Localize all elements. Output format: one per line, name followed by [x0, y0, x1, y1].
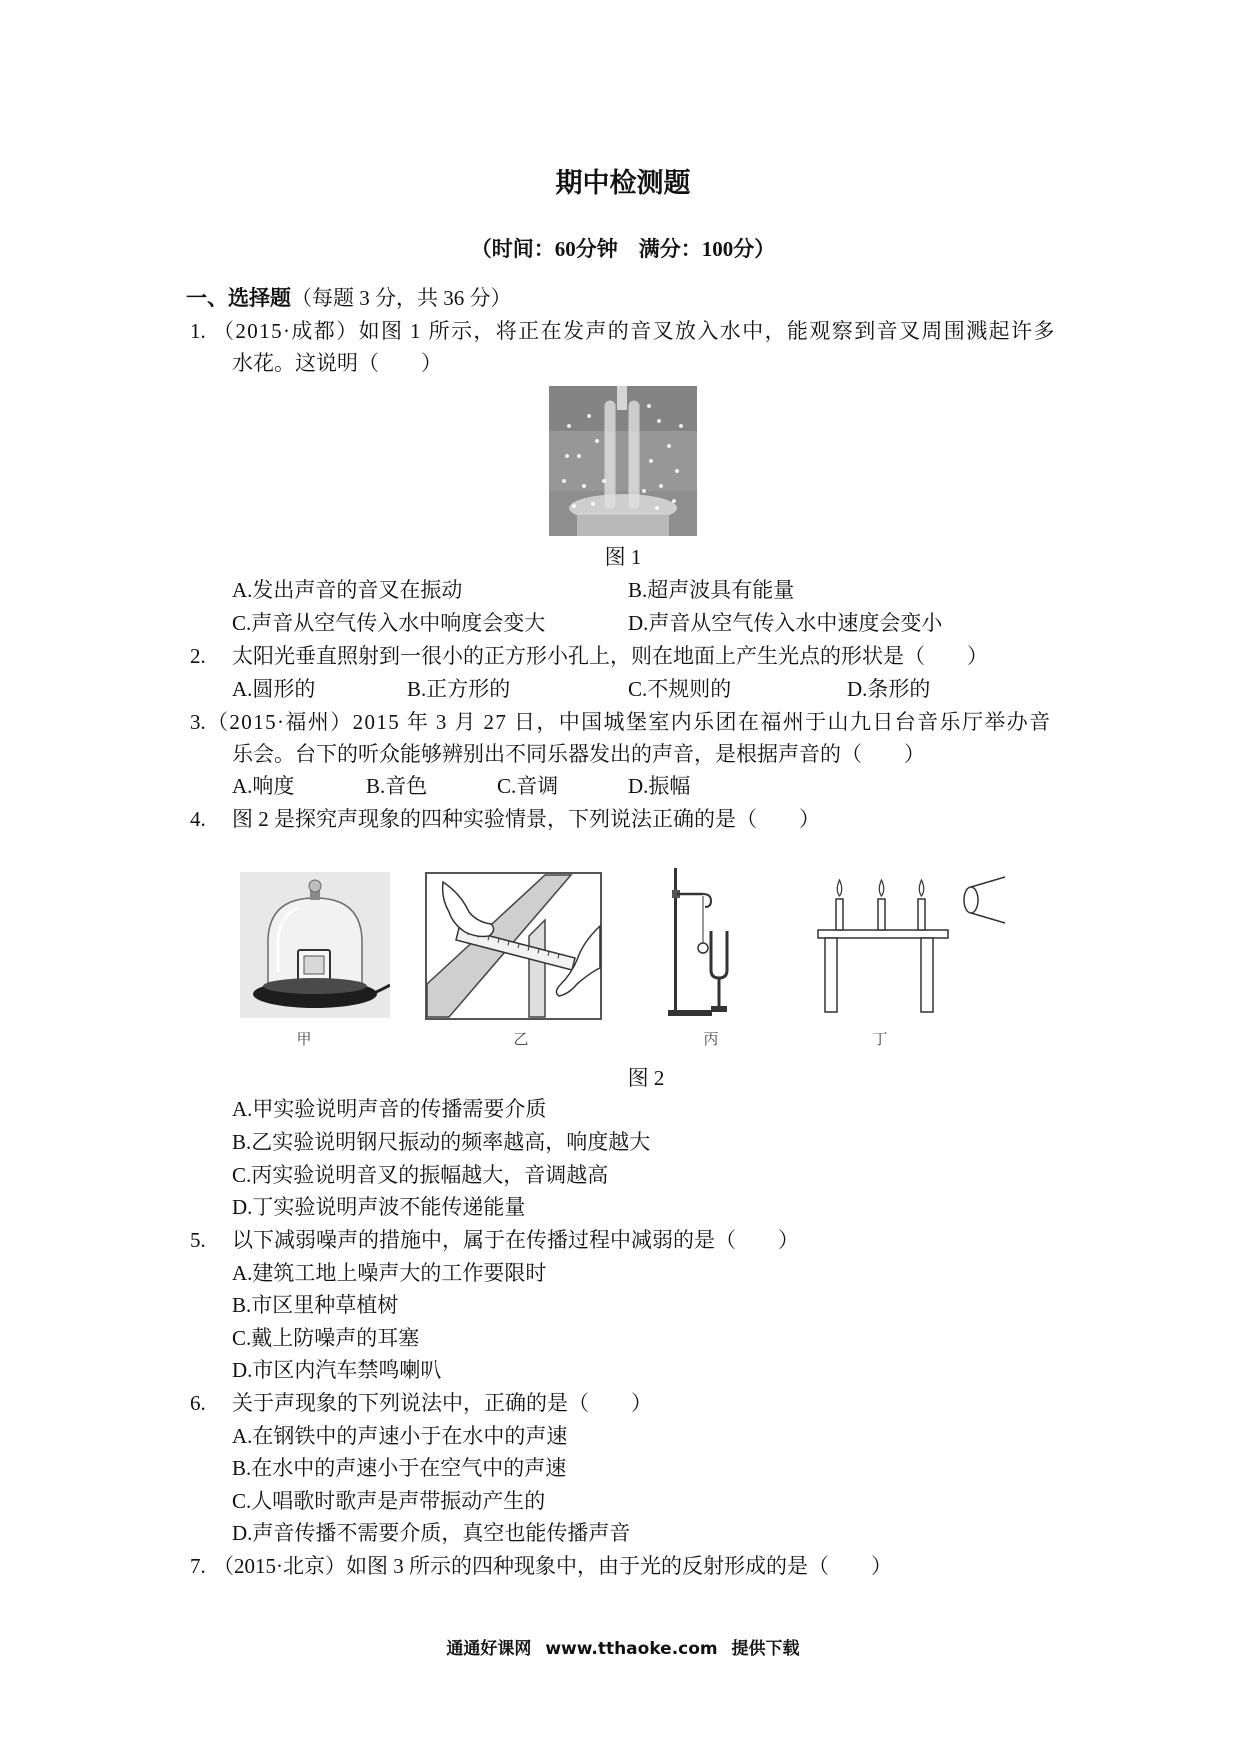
tuning-fork-stem: [617, 386, 627, 410]
question-number: 5.: [190, 1228, 206, 1252]
water-container: [577, 515, 669, 536]
option-b: B.超声波具有能量: [628, 578, 795, 602]
option-c: C.音调: [497, 774, 559, 798]
figure-2c-tuning-fork-and-pendulum: [668, 866, 734, 1018]
figure-2-caption: 图 2: [627, 1066, 665, 1090]
option-c: C.人唱歌时歌声是声带振动产生的: [232, 1489, 546, 1513]
question-text: （2015·成都）如图 1 所示，将正在发声的音叉放入水中，能观察到音叉周围溅起许多: [213, 319, 1056, 343]
option-a: A.在钢铁中的声速小于在水中的声速: [232, 1424, 568, 1448]
option-c: C.不规则的: [628, 677, 732, 701]
candle-flame-2: [879, 880, 884, 896]
question-text: 太阳光垂直照射到一很小的正方形小孔上，则在地面上产生光点的形状是（ ）: [232, 644, 988, 668]
option-d: D.条形的: [847, 677, 931, 701]
question-number: 1.: [190, 319, 206, 343]
option-b: B.乙实验说明钢尺振动的频率越高，响度越大: [232, 1130, 651, 1154]
arm-hook: [703, 894, 711, 907]
question-text: 图 2 是探究声现象的四种实验情景，下列说法正确的是（ ）: [232, 807, 820, 831]
page-footer: 通通好课网 www.tthaoke.com 提供下载: [446, 1639, 800, 1659]
question-number: 7.: [190, 1554, 206, 1578]
option-b: B.正方形的: [407, 677, 511, 701]
speaker-opening: [964, 887, 978, 913]
section-note: （每题 3 分，共 36 分）: [291, 286, 512, 310]
section-heading: [186, 283, 512, 313]
figure-1-tuning-fork-in-water: [549, 386, 697, 536]
figure-2d-candles-and-speaker: [815, 872, 1010, 1014]
option-d: D.丁实验说明声波不能传递能量: [232, 1195, 526, 1219]
option-d: D.振幅: [628, 774, 691, 798]
option-b: B.在水中的声速小于在空气中的声速: [232, 1456, 567, 1480]
option-a: A.甲实验说明声音的传播需要介质: [232, 1097, 547, 1121]
exam-time-and-score: （时间：60分钟 满分：100分）: [470, 237, 776, 261]
vacuum-plate-top: [263, 978, 367, 994]
figure-2d-label: 丁: [872, 1030, 888, 1048]
question-text: 乐会。台下的听众能够辨别出不同乐器发出的声音，是根据声音的（ ）: [232, 742, 925, 766]
option-b: B.音色: [366, 774, 428, 798]
table-top: [818, 930, 948, 938]
candle-1: [836, 899, 843, 930]
figure-2a-bell-jar-photo: [240, 872, 390, 1018]
bell-jar-knob: [309, 880, 321, 892]
question-number: 4.: [190, 807, 206, 831]
option-c: C.声音从空气传入水中响度会变大: [232, 611, 546, 635]
option-c: C.丙实验说明音叉的振幅越大，音调越高: [232, 1163, 609, 1187]
figure-1-caption: 图 1: [604, 545, 642, 569]
stand-rod: [674, 868, 677, 1010]
figure-2c-label: 丙: [703, 1030, 719, 1048]
question-text: 关于声现象的下列说法中，正确的是（ ）: [232, 1391, 652, 1415]
candle-2: [878, 899, 885, 930]
figure-2b-label: 乙: [513, 1030, 529, 1048]
option-b: B.市区里种草植树: [232, 1293, 399, 1317]
option-a: A.建筑工地上噪声大的工作要限时: [232, 1261, 547, 1285]
pendulum-ball: [698, 943, 708, 953]
candle-flame-1: [837, 880, 842, 896]
section-title: 一、选择题: [186, 286, 291, 310]
question-number: 2.: [190, 644, 206, 668]
question-text: 以下减弱噪声的措施中，属于在传播过程中减弱的是（ ）: [232, 1228, 799, 1252]
alarm-clock-face: [304, 956, 324, 974]
table-leg: [529, 920, 545, 1017]
candle-flame-3: [919, 880, 924, 896]
figure-2b-ruler-on-table: [425, 872, 602, 1020]
option-d: D.市区内汽车禁鸣喇叭: [232, 1358, 442, 1382]
question-text: 水花。这说明（ ）: [232, 351, 442, 375]
candle-3: [918, 899, 925, 930]
table-leg-left: [825, 938, 837, 1012]
question-number: 3.: [190, 710, 206, 734]
figure-2a-label: 甲: [296, 1030, 312, 1048]
option-a: A.响度: [232, 774, 295, 798]
question-number: 6.: [190, 1391, 206, 1415]
option-d: D.声音从空气传入水中速度会变小: [628, 611, 943, 635]
option-d: D.声音传播不需要介质，真空也能传播声音: [232, 1521, 631, 1545]
tuning-fork: [711, 931, 727, 978]
tuning-fork-base: [711, 1006, 727, 1012]
stand-base: [668, 1010, 712, 1016]
question-text: （2015·福州）2015 年 3 月 27 日，中国城堡室内乐团在福州于山九日台音乐厅举办音: [207, 710, 1052, 734]
table-leg-right: [921, 938, 933, 1012]
question-text: （2015·北京）如图 3 所示的四种现象中，由于光的反射形成的是（ ）: [213, 1554, 892, 1578]
option-a: A.圆形的: [232, 677, 316, 701]
option-c: C.戴上防噪声的耳塞: [232, 1326, 420, 1350]
option-a: A.发出声音的音叉在振动: [232, 578, 463, 602]
photo-shade-middle: [549, 431, 697, 491]
page-title: 期中检测题: [555, 168, 691, 198]
